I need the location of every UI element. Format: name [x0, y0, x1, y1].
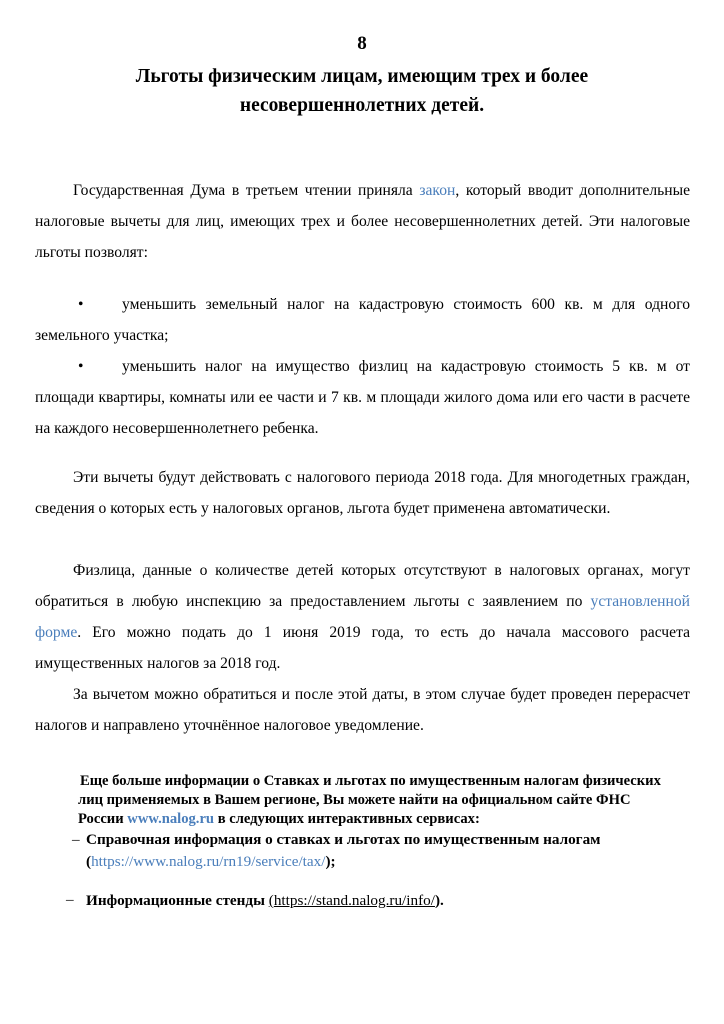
dash-marker: –: [72, 831, 80, 848]
footer-url-open-paren: (: [86, 852, 92, 870]
list-item: [35, 289, 690, 351]
paragraph-deductions-period: Эти вычеты будут действовать с налогового периода 2018 года. Для многодетных граждан, сведения о которых есть у налоговых органов, льгота будет применена автоматически.: [35, 469, 690, 517]
page-title-line-2: несовершеннолетних детей.: [239, 95, 485, 116]
footer-intro-text-2: в следующих интерактивных сервисах:: [214, 811, 480, 827]
footer-list-item-body: [86, 890, 676, 912]
footer-intro: [78, 772, 678, 829]
footer-intro-text-1: Еще больше информации о Ставках и льготах по имущественным налогам физических лиц применяемых в Вашем регионе, Вы можете найти на официальном сайте ФНС России: [78, 773, 661, 827]
page-number: 8: [357, 33, 367, 54]
page-title-line-1: Льготы физическим лицам, имеющим трех и более: [135, 66, 589, 87]
paragraph-application-text-1: Физлица, данные о количестве детей которых отсутствуют в налоговых органах, могут обратиться в любую инспекцию за предоставлением льготы с заявлением по: [35, 562, 690, 610]
footer-url-close-paren: );: [325, 852, 336, 870]
paragraph-application: [35, 555, 690, 679]
paragraph-recalculation: За вычетом можно обратиться и после этой даты, в этом случае будет проведен перерасчет налогов и направлено уточнённое налоговое уведомление.: [35, 686, 690, 734]
footer-list-item-label: Справочная информация о ставках и льготах по имущественным налогам: [86, 831, 601, 848]
footer-service-list: [72, 829, 682, 872]
paragraph-application-text-2: . Его можно подать до 1 июня 2019 года, то есть до начала массового расчета имущественных налогов за 2018 год.: [35, 624, 690, 672]
list-item-text: уменьшить земельный налог на кадастровую стоимость 600 кв. м для одного земельного участка;: [35, 296, 690, 344]
footer-list-item-info-stands: [66, 890, 676, 912]
paragraph-intro: [35, 175, 690, 268]
info-stands-url[interactable]: https://stand.nalog.ru/info/: [273, 892, 435, 909]
list-item-text: уменьшить налог на имущество физлиц на кадастровую стоимость 5 кв. м от площади квартиры, комнаты или ее части и 7 кв. м площади жилого дома или его части в расчете на каждого несовершеннолетнего ребенка.: [35, 358, 690, 437]
paragraph-intro-text-2: , который вводит дополнительные налоговые вычеты для лиц, имеющих трех и более несовершеннолетних детей. Эти налоговые льготы позволят:: [35, 182, 690, 261]
paragraph-intro-text-1: Государственная Дума в третьем чтении приняла: [73, 182, 420, 199]
list-item: [35, 351, 690, 444]
reference-info-url[interactable]: https://www.nalog.ru/rn19/service/tax/: [91, 852, 326, 870]
dash-marker: –: [66, 891, 74, 908]
footer-list-item-reference-info: [72, 829, 682, 872]
nalog-site-link[interactable]: www.nalog.ru: [127, 811, 215, 827]
bullet-marker: •: [78, 296, 84, 313]
law-link[interactable]: закон: [419, 182, 456, 199]
page-title: [62, 62, 662, 120]
footer-list-item-label: Информационные стенды: [86, 892, 269, 909]
bullet-marker: •: [78, 358, 84, 375]
footer-url-close-paren: ).: [434, 892, 444, 909]
footer-list-item-body: [86, 829, 682, 872]
form-link[interactable]: установленной форме: [35, 593, 690, 641]
info-stands-url-open: (: [268, 892, 274, 909]
